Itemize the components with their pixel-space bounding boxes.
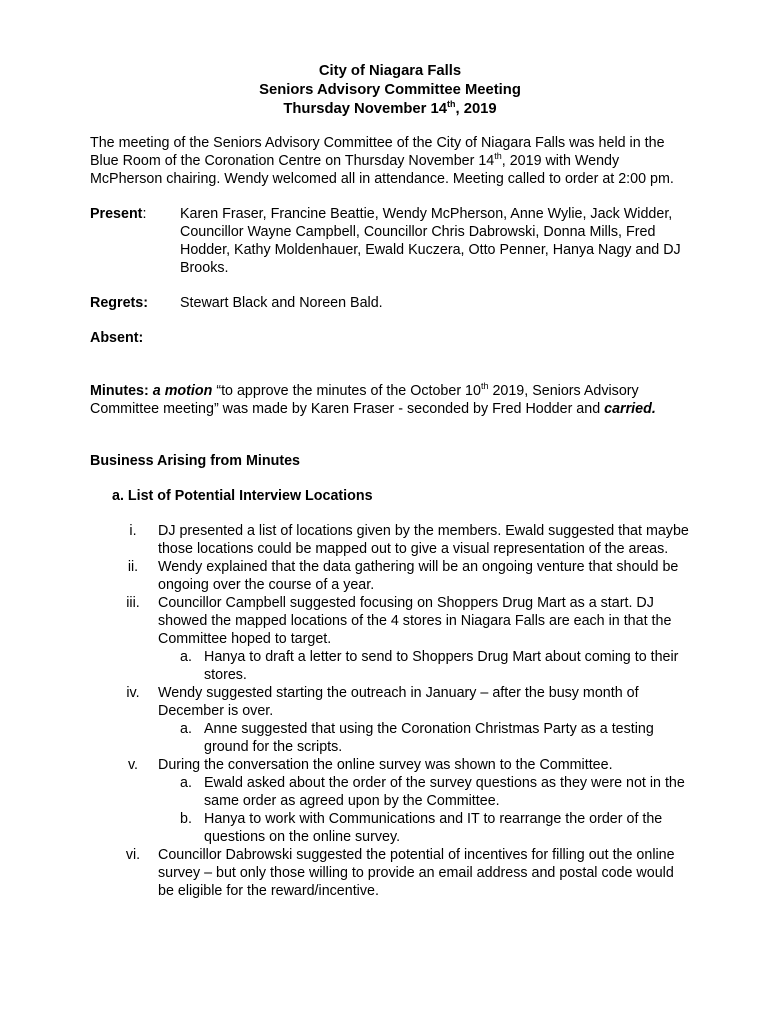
present-row (90, 205, 690, 277)
list-item-number-text: iii. (126, 595, 140, 611)
list-item-number (90, 684, 158, 720)
list-item-text: During the conversation the online survey was shown to the Committee. (158, 757, 613, 773)
list-item-text: Councillor Dabrowski suggested the potential of incentives for filling out the online survey – but only those willing to provide an email address and postal code would be eligible for the reward/incentive. (158, 847, 675, 899)
list-item (90, 684, 690, 720)
list-item-number (90, 756, 158, 774)
present-list: Karen Fraser, Francine Beattie, Wendy McPherson, Anne Wylie, Jack Widder, Councillor Wayne Campbell, Councillor Chris Dabrowski, Donna Mills, Fred Hodder, Kathy Moldenhauer, Ewald Kuczera, Otto Penner, Hanya Nagy and DJ Brooks. (180, 206, 681, 276)
sub-item-letter: b. (180, 811, 192, 827)
sub-item (180, 648, 690, 684)
list-item-number (90, 846, 158, 900)
regrets-list: Stewart Black and Noreen Bald. (180, 295, 383, 311)
list-item (90, 756, 690, 774)
intro-text-2: , 2019 with Wendy McPherson chairing. Wendy welcomed all in attendance. Meeting called to order at 2:00 pm. (90, 153, 674, 187)
sub-item-text: Hanya to work with Communications and IT to rearrange the order of the questions on the online survey. (204, 811, 663, 845)
minutes-paragraph (90, 382, 680, 418)
minutes-text-2: 2019, Seniors Advisory Committee meeting” was made by Karen Fraser - seconded by Fred Hodder and (90, 383, 639, 417)
present-label (90, 205, 180, 277)
sub-item-text: Hanya to draft a letter to send to Shoppers Drug Mart about coming to their stores. (204, 649, 679, 683)
title-date-text: Thursday November 14 (283, 101, 447, 117)
list-item-number (90, 558, 158, 594)
absent-label: Absent: (90, 330, 144, 346)
list-item-number-text: ii. (127, 559, 139, 575)
title-date-year: , 2019 (455, 101, 497, 117)
intro-sup: th (494, 151, 502, 162)
sub-item-text: Anne suggested that using the Coronation Christmas Party as a testing ground for the scripts. (204, 721, 654, 755)
present-label-text: Present (90, 206, 143, 222)
document-title (90, 62, 690, 119)
list-item-number-text: vi. (125, 847, 141, 863)
regrets-row (90, 294, 690, 312)
list-item-number (90, 522, 158, 558)
regrets-label: Regrets: (90, 295, 148, 311)
list-item (90, 594, 690, 648)
list-item-number-text: i. (129, 523, 137, 539)
business-subheading: a. List of Potential Interview Locations (112, 488, 373, 504)
minutes-sup: th (480, 381, 489, 392)
minutes-text-1: “to approve the minutes of the October 10 (212, 383, 481, 399)
title-date (90, 100, 690, 119)
list-item-number-text: iv. (126, 685, 140, 701)
minutes-label: Minutes: (90, 383, 149, 399)
business-items (90, 522, 690, 900)
list-item-number (90, 594, 158, 648)
minutes-motion: a motion (152, 383, 213, 399)
title-committee: Seniors Advisory Committee Meeting (259, 82, 521, 98)
intro-text-1: The meeting of the Seniors Advisory Committee of the City of Niagara Falls was held in the Blue Room of the Coronation Centre on Thursday November 14 (90, 135, 665, 169)
list-item-text: Councillor Campbell suggested focusing on Shoppers Drug Mart as a start. DJ showed the mapped locations of the 4 stores in Niagara Falls are each in that the Committee hoped to target. (158, 595, 672, 647)
sub-item-text: Ewald asked about the order of the survey questions as they were not in the same order as agreed upon by the Committee. (204, 775, 685, 809)
list-item-text: DJ presented a list of locations given by the members. Ewald suggested that maybe those locations could be mapped out to give a visual representation of the areas. (158, 523, 689, 557)
title-city: City of Niagara Falls (318, 63, 462, 79)
sub-item (180, 810, 690, 846)
sub-item (180, 774, 690, 810)
title-date-sup: th (447, 99, 456, 110)
list-item (90, 522, 690, 558)
sub-item (180, 720, 690, 756)
sub-item-letter: a. (180, 775, 192, 791)
sub-item-letter: a. (180, 721, 192, 737)
document-page (90, 62, 690, 900)
list-item-text: Wendy explained that the data gathering will be an ongoing venture that should be ongoing over the course of a year. (158, 559, 679, 593)
present-label-colon: : (142, 206, 147, 222)
list-item (90, 558, 690, 594)
list-item-number-text: v. (127, 757, 139, 773)
sub-item-letter: a. (180, 649, 192, 665)
business-heading: Business Arising from Minutes (90, 453, 300, 469)
list-item-text: Wendy suggested starting the outreach in January – after the busy month of December is over. (158, 685, 639, 719)
list-item (90, 846, 690, 900)
minutes-carried: carried. (604, 401, 656, 417)
intro-paragraph (90, 134, 680, 188)
